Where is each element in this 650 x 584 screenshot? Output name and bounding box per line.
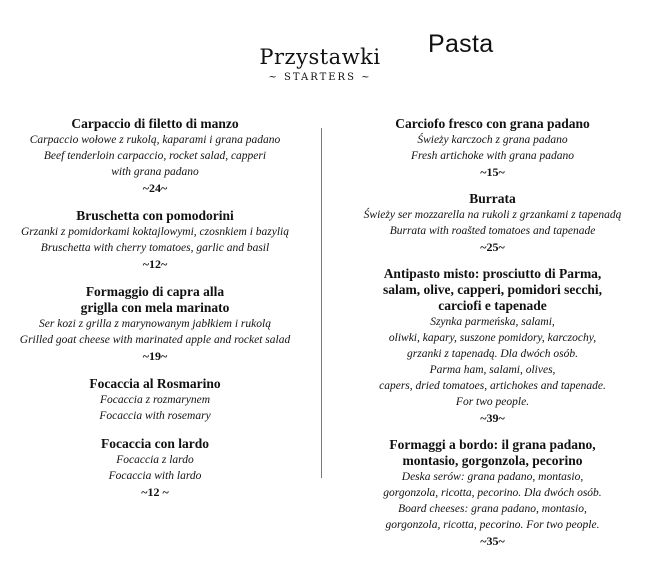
pasta-column [340, 116, 645, 560]
dish-price: ~15~ [480, 165, 505, 179]
dish-price: ~19~ [142, 349, 168, 363]
menu-item [340, 116, 645, 180]
dish-name: Formaggio di capra alla griglla con mela marinato [80, 284, 230, 315]
menu-item [340, 191, 645, 255]
menu-item [5, 116, 305, 196]
starters-subtitle: ~ STARTERS ~ [268, 72, 372, 83]
dish-name: Formaggi a bordo: il grana padano, montasio, gorgonzola, pecorino [389, 437, 596, 468]
dish-price: ~39~ [480, 411, 505, 425]
dish-description: Ser kozi z grilla z marynowanym jabłkiem i rukolą Grilled goat cheese with marinated apple and rocket salad [19, 318, 291, 346]
dish-description: Grzanki z pomidorkami koktajlowymi, czosnkiem i bazylią Bruschetta with cherry tomatoes, garlic and basil [21, 226, 289, 254]
dish-price: ~12~ [142, 257, 168, 271]
dish-price: ~24~ [142, 181, 168, 195]
dish-name: Carciofo fresco con grana padano [395, 116, 590, 131]
dish-name: Antipasto misto: prosciutto di Parma, salam, olive, capperi, pomidori secchi, carciofi e tapenade [383, 266, 602, 313]
starters-header [180, 44, 460, 83]
dish-price: ~25~ [480, 240, 505, 254]
menu-item [340, 266, 645, 426]
dish-price: ~35~ [480, 534, 505, 548]
dish-description: Focaccia z lardo Focaccia with lardo [108, 454, 202, 482]
dish-description: Świeży ser mozzarella na rukoli z grzankami z tapenadą Burrata with roašted tomatoes and tapenade [363, 209, 622, 237]
dish-name: Carpaccio di filetto di manzo [71, 116, 239, 131]
menu-item [340, 437, 645, 549]
dish-name: Bruschetta con pomodorini [76, 208, 234, 223]
menu-item [5, 376, 305, 424]
menu-item [5, 284, 305, 364]
dish-name: Focaccia con lardo [101, 436, 209, 451]
dish-description: Carpaccio wołowe z rukolą, kaparami i grana padano Beef tenderloin carpaccio, rocket salad, capperi with grana padano [29, 134, 281, 178]
column-divider [321, 128, 322, 478]
dish-description: Deska serów: grana padano, montasio, gorgonzola, ricotta, pecorino. Dla dwóch osób. Board cheeses: grana padano, montasio, gorgonzola, ricotta, pecorino. For two people. [383, 471, 602, 531]
dish-description: Szynka parmeńska, salami, oliwki, kapary, suszone pomidory, karczochy, grzanki z tapenadą. Dla dwóch osób. Parma ham, salami, olives, capers, dried tomatoes, artichokes and tapenade. For two people. [379, 316, 606, 408]
dish-description: Focaccia z rozmarynem Focaccia with rosemary [99, 394, 211, 422]
dish-name: Burrata [469, 191, 516, 206]
starters-column [5, 116, 305, 512]
pasta-title: Pasta [428, 30, 494, 58]
dish-name: Focaccia al Rosmarino [89, 376, 221, 391]
starters-title: Przystawki [259, 45, 381, 69]
menu-item [5, 436, 305, 500]
dish-price: ~12 ~ [141, 485, 169, 499]
dish-description: Świeży karczoch z grana padano Fresh artichoke with grana padano [410, 134, 575, 162]
menu-item [5, 208, 305, 272]
